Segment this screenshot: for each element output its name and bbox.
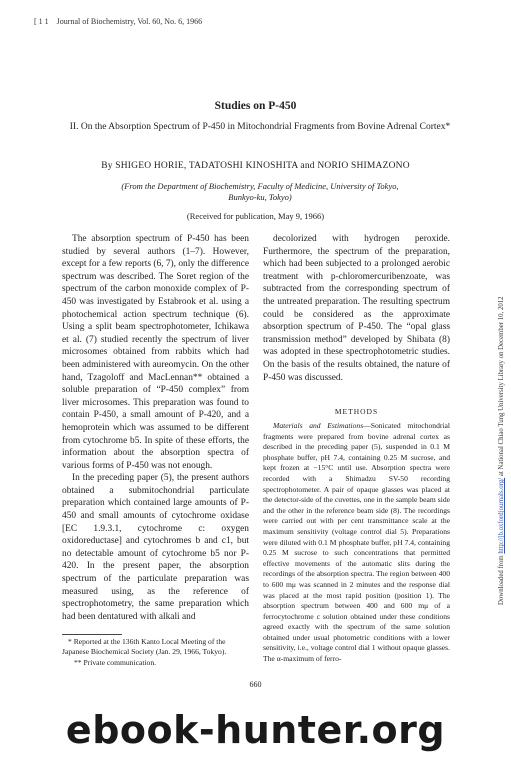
- download-sidenote-text: [498, 175, 505, 605]
- download-sidenote: [492, 175, 504, 605]
- methods-section: [263, 421, 450, 665]
- journal-citation: Journal of Biochemistry, Vol. 60, No. 6, 1966: [56, 17, 203, 26]
- footnote-1: * Reported at the 136th Kanto Local Meeting of the Japanese Biochemical Society (Jan. 29, 1966, Tokyo).: [62, 637, 227, 656]
- intro-paragraph-2: In the preceding paper (5), the present authors obtained a submitochondrial particulate preparation which contained large amounts of P-450 and small amounts of cytochrome oxidase [EC 1.9.3.1, cytochrome c: oxygen oxidoreductase] and cytochromes b and c1, but no detectable amount of cytochrome b5 nor P-420. In the present paper, the absorption spectrum of the particulate preparation was measured using, as the reference of spectrophotometry, the same preparation which had been dentatured with alkali and: [62, 473, 249, 622]
- sidenote-url-link[interactable]: http://jb.oxfordjournals.org/: [498, 477, 505, 554]
- footnote-2: ** Private communication.: [74, 658, 157, 667]
- footnotes: [62, 637, 249, 668]
- author-line: By SHIGEO HORIE, TADATOSHI KINOSHITA and NORIO SHIMAZONO: [101, 161, 410, 171]
- affiliation: (From the Department of Biochemistry, Faculty of Medicine, University of Tokyo, Bunkyo-ku, Tokyo): [121, 181, 399, 202]
- footnote-rule: [62, 634, 122, 635]
- left-column: [62, 233, 249, 623]
- methods-lead: Materials and Estimations: [273, 421, 364, 430]
- running-header: [34, 17, 202, 26]
- intro-paragraph-continued: decolorized with hydrogen peroxide. Furthermore, the spectrum of the preparation, which had been subjected to a prolonged aerobic treatment with p-chloromercuribenzoate, was subtracted from the corresponding spectrum of the untreated preparation. The resulting spectrum could be considered as the approximate absorption spectrum of P-450. The “opal glass transmission method” developed by Shibata (8) was adopted in these spectrophotometric studies. On the basis of the results obtained, the nature of P-450 was discussed.: [263, 234, 450, 383]
- methods-text: —Sonicated mitochondrial fragments were prepared from bovine adrenal cortex as described in the preceding paper (5), suspended in 0.1 M phosphate buffer, pH 7.4, containing 0.25 M sucrose, and kept frozen at −15°C until use. Absorption spectra were recorded with a Shimadzu SV-50 recording spectrophotometer. A pair of opaque glasses was placed at the detector-side of the cuvettes, one in the sample beam side and the other in the reference beam side (8). The recordings were carried out with per cent transmittance scale at the maximum sensitivity (voltage control dial 5). Preparations were diluted with 0.1 M phosphate buffer, pH 7.4, containing 0.25 M sucrose to such concentrations that permitted effective movements of the automatic slits during the recordings of the absorption spectra. The region between 400 to 600 mμ was scanned in 2 minutes and the response dial was placed at the most rapid position (position 1). The absorption spectrum between 400 and 600 mμ of a ferrocytochrome c solution obtained under these conditions agreed exactly with the spectrum of the same solution obtained under usual photometric conditions with a lower sensitivity, i.e., voltage control dial 1 without opaque glasses. The α-maximum of ferro-: [263, 421, 450, 664]
- methods-paragraph: [263, 421, 450, 665]
- intro-paragraph-1: The absorption spectrum of P-450 has been studied by several authors (1–7). However, except for a few reports (6, 7), only the difference spectrum was described. The Soret region of the spectrum of the carbon monoxide complex of P-450 was investigated by Estabrook et al. using a photochemical action spectrum technique (6). Using a split beam spectrophotometer, Ichikawa et al. (7) studied recently the spectrum of liver microsomes obtained from rabbits which had been administered with aureomycin. On the other hand, Tzagoloff and MacLennan** obtained a soluble preparation of “P-450 complex” from liver microsomes. This preparation was found to contain P-450, a small amount of P-420, and a hemoprotein which was assumed to be different from cytochrome b5. In spite of these efforts, the information about the absorption spectra of various forms of P-450 was not enough.: [62, 234, 249, 471]
- page-number: 660: [249, 680, 262, 689]
- sidenote-prefix: Downloaded from: [498, 553, 505, 605]
- received-date: (Received for publication, May 9, 1966): [186, 211, 325, 221]
- article-title: Studies on P-450: [214, 100, 297, 112]
- article-subtitle: II. On the Absorption Spectrum of P-450 in Mitochondrial Fragments from Bovine Adrenal Cortex*: [69, 122, 451, 132]
- right-column: [263, 233, 450, 384]
- methods-heading: METHODS: [334, 407, 379, 416]
- header-mark: [ 1 1: [34, 17, 49, 26]
- sidenote-suffix: at National Chiao Tung University Library on December 10, 2012: [498, 296, 505, 478]
- watermark: ebook-hunter.org: [65, 708, 446, 752]
